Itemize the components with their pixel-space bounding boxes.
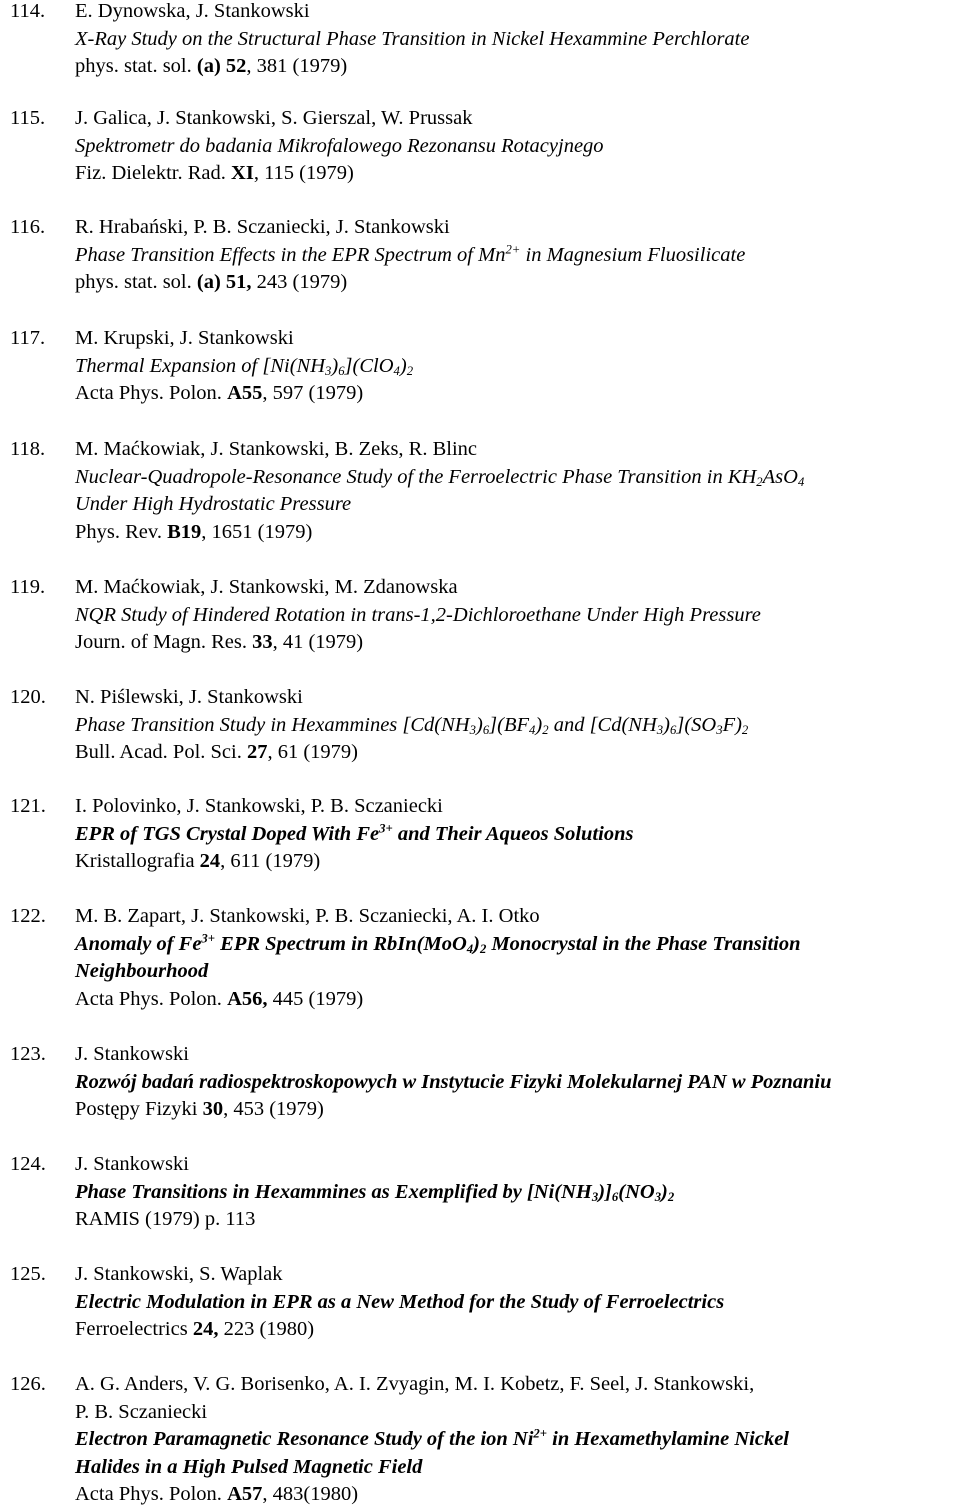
entry-source: Phys. Rev. B19, 1651 (1979) (75, 520, 313, 543)
entry-authors: I. Polovinko, J. Stankowski, P. B. Sczaniecki (75, 795, 443, 817)
entry-source: Ferroelectrics 24, 223 (1980) (75, 1318, 315, 1340)
entry-title: NQR Study of Hindered Rotation in trans-1,2-Dichloroethane Under High Pressure (75, 603, 761, 626)
entry-body (75, 325, 960, 408)
entry-source: Acta Phys. Polon. A55, 597 (1979) (75, 382, 364, 404)
entry-authors: J. Stankowski, S. Waplak (75, 1263, 283, 1285)
entry-number: 116. (10, 216, 46, 238)
entry-body (75, 0, 960, 81)
entry-number: 125. (10, 1263, 46, 1285)
entry-source: phys. stat. sol. (a) 52, 381 (1979) (75, 55, 348, 77)
entry-body (75, 214, 960, 297)
entry-title: Spektrometr do badania Mikrofalowego Rezonansu Rotacyjnego (75, 134, 604, 157)
entry-title: Anomaly of $Fe^{3+}$ EPR Spectrum in $RbIn(MoO_4)_2$ Monocrystal in the Phase Transition (75, 931, 801, 956)
entry-source: Bull. Acad. Pol. Sci. 27, 61 (1979) (75, 741, 359, 763)
entry-source: Acta Phys. Polon. A56, 445 (1979) (75, 987, 364, 1010)
entry-number: 117. (10, 327, 46, 349)
entry-authors: J. Galica, J. Stankowski, S. Gierszal, W. Prussak (75, 107, 473, 129)
entry-authors: N. Piślewski, J. Stankowski (75, 686, 303, 708)
entry-body (75, 1151, 960, 1234)
entry-authors: M. Krupski, J. Stankowski (75, 327, 294, 349)
entry-source: Kristallografia 24, 611 (1979) (75, 850, 321, 872)
entry-authors: E. Dynowska, J. Stankowski (75, 0, 310, 22)
entry-title: EPR of TGS Crystal Doped With $Fe^{3+}$ and Their Aqueos Solutions (75, 821, 634, 845)
entry-title: Phase Transition Effects in the EPR Spectrum of $Mn^{2+}$ in Magnesium Fluosilicate (75, 242, 746, 266)
entry-title: Thermal Expansion of $[Ni(NH_3)_6](ClO_4)_2$ (75, 354, 414, 378)
entry-authors: J. Stankowski (75, 1043, 189, 1065)
entry-body (75, 105, 960, 188)
entry-authors-continued: P. B. Sczaniecki (75, 1400, 208, 1423)
entry-title: X-Ray Study on the Structural Phase Transition in Nickel Hexammine Perchlorate (75, 27, 750, 50)
entry-authors: J. Stankowski (75, 1153, 189, 1175)
entry-source: Postępy Fizyki 30, 453 (1979) (75, 1098, 324, 1120)
entry-number: 126. (10, 1373, 46, 1395)
entry-title-continued: Neighbourhood (75, 960, 209, 982)
entry-number: 123. (10, 1043, 46, 1065)
entry-body (75, 1261, 960, 1344)
entry-source: Journ. of Magn. Res. 33, 41 (1979) (75, 631, 364, 653)
entry-number: 122. (10, 905, 46, 927)
entry-number: 115. (10, 107, 46, 129)
entry-number: 120. (10, 686, 46, 708)
entry-authors: M. Maćkowiak, J. Stankowski, M. Zdanowska (75, 576, 458, 598)
entry-title: Nuclear-Quadropole-Resonance Study of the Ferroelectric Phase Transition in $KH_2AsO_4$ (75, 465, 805, 489)
entry-number: 124. (10, 1153, 46, 1175)
entry-authors: M. Maćkowiak, J. Stankowski, B. Zeks, R. Blinc (75, 438, 478, 460)
entry-title: Phase Transition Study in Hexammines $[Cd(NH_3)_6](BF_4)_2$ and $[Cd(NH_3)_6](SO_3F)_2$ (75, 713, 749, 737)
entry-body (75, 793, 960, 876)
entry-title: Electric Modulation in EPR as a New Method for the Study of Ferroelectrics (75, 1290, 725, 1313)
entry-title-continued: Under High Hydrostatic Pressure (75, 493, 352, 515)
entry-authors: R. Hrabański, P. B. Sczaniecki, J. Stankowski (75, 216, 450, 238)
entry-body (75, 1041, 960, 1124)
entry-title: Phase Transitions in Hexammines as Exemplified by $[Ni(NH_3)]_6(NO_3)_2$ (75, 1180, 675, 1204)
entry-body (75, 436, 960, 546)
entry-source: Fiz. Dielektr. Rad. XI, 115 (1979) (75, 162, 354, 184)
entry-body (75, 684, 960, 767)
entry-title: Rozwój badań radiospektroskopowych w Instytucie Fizyki Molekularnej PAN w Poznaniu (75, 1070, 832, 1093)
entry-title: Electron Paramagnetic Resonance Study of the ion $Ni^{2+}$ in Hexamethylamine Nickel (75, 1426, 790, 1450)
entry-number: 118. (10, 438, 46, 460)
entry-body (75, 574, 960, 657)
entry-source: Acta Phys. Polon. A57, 483(1980) (75, 1483, 359, 1505)
entry-authors: A. G. Anders, V. G. Borisenko, A. I. Zvyagin, M. I. Kobetz, F. Seel, J. Stankowski, (75, 1373, 755, 1395)
entry-title-continued: Halides in a High Pulsed Magnetic Field (75, 1455, 423, 1478)
entry-authors: M. B. Zapart, J. Stankowski, P. B. Sczaniecki, A. I. Otko (75, 905, 540, 927)
entry-number: 121. (10, 795, 46, 817)
entry-number: 119. (10, 576, 46, 598)
entry-body (75, 903, 960, 1013)
entry-body (75, 1371, 960, 1509)
entry-number: 114. (10, 0, 46, 22)
entry-source: RAMIS (1979) p. 113 (75, 1208, 256, 1230)
entry-source: phys. stat. sol. (a) 51, 243 (1979) (75, 271, 348, 293)
